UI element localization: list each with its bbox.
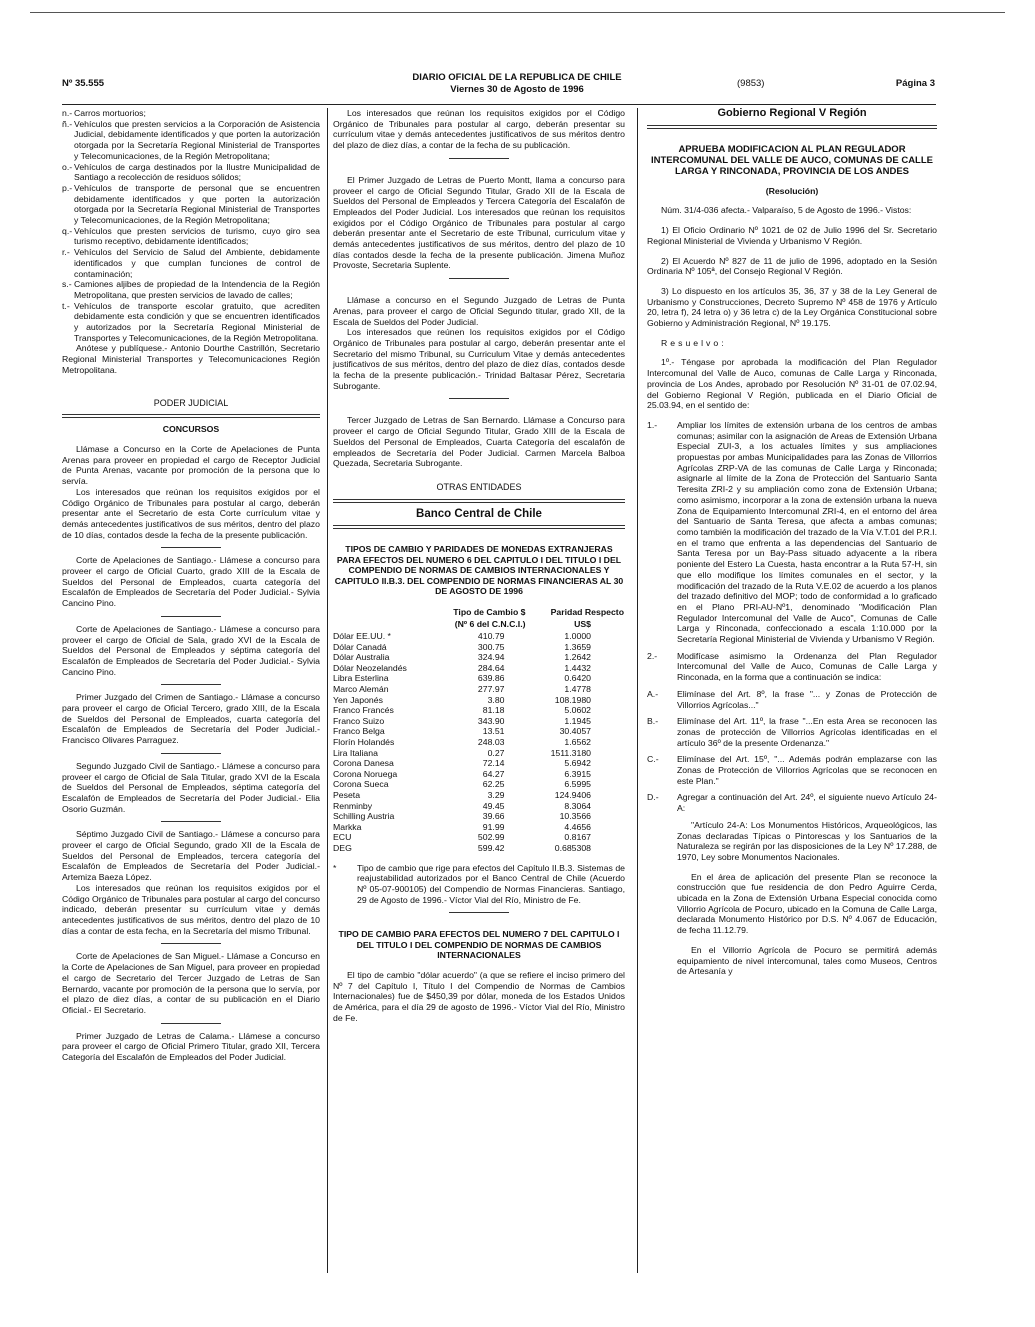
- currency-name: Dólar Australia: [333, 652, 390, 663]
- parity-value: 8.3064: [564, 800, 591, 811]
- list-item: [62, 279, 320, 300]
- exchange-rate: 300.75: [477, 641, 505, 652]
- notice-paragraph: Corte de Apelaciones de San Miguel.- Llámase a Concurso en la Corte de Apelaciones de San Miguel, para proveer en propiedad el cargo de Secretario del Tercer Juzgado de Letras de San Bernardo, vacante por promoción de la persona que lo servía, por el plazo de diez días, a contar de su publicación en el Diario Oficial.- El Secretario.: [62, 951, 320, 1015]
- table-row: [333, 695, 625, 706]
- currency-name: Renminby: [333, 800, 373, 811]
- table-row: [333, 843, 625, 854]
- vistos-paragraph: 1) El Oficio Ordinario Nº 1021 de 02 de Julio 1996 del Sr. Secretario Regional Ministerial de Vivienda y Urbanismo V Región.: [647, 225, 937, 246]
- exchange-rate: 277.97: [477, 684, 505, 695]
- currency-name: Florín Holandés: [333, 737, 395, 748]
- exchange-rate: 343.90: [477, 715, 505, 726]
- parity-value: 4.4656: [564, 821, 591, 832]
- exchange-rates-table: [333, 606, 625, 854]
- item-text: Vehículos del Servicio de Salud del Ambiente, debidamente identificados y que cumplan funciones de control de contaminación;: [74, 247, 320, 279]
- table-row: [333, 726, 625, 737]
- currency-name: ECU: [333, 832, 352, 843]
- vehicle-list: [62, 108, 320, 343]
- currency-name: Libra Esterlina: [333, 673, 389, 684]
- item-label: r.-: [62, 247, 70, 258]
- parity-value: 10.3566: [559, 811, 591, 822]
- item-label: D.-: [647, 792, 659, 803]
- column-subheader-parity: US$: [574, 619, 591, 630]
- resuelvo-paragraph: 1º.- Téngase por aprobada la modificación del Plan Regulador Intercomunal del Valle de Auco, comunas de Calle Larga y Rinconada, provincia de Los Andes, aprobado por Resolución Nº 31-01 de 07.02.94, del Gobierno Regional V Región, publicada en el Diario Oficial de 25.03.94, en el sentido de:: [647, 357, 937, 411]
- bank-heading: Banco Central de Chile: [416, 507, 542, 520]
- column-divider-1: [327, 108, 328, 1273]
- list-item: [647, 651, 937, 683]
- exchange-rate: 49.45: [482, 800, 505, 811]
- table-row: [333, 748, 625, 759]
- currency-name: Corona Noruega: [333, 768, 398, 779]
- notice-paragraph: Primer Juzgado del Crimen de Santiago.- Llámase a concurso para proveer el cargo de Oficial Tercero, grado XIII, de la Escala de Sueldos del Personal de Empleados, cuarta categoría del Escalafón de Empleados de Secretaría del Poder Judicial.- Francisco Olivares Parraguez.: [62, 692, 320, 746]
- currency-name: Corona Danesa: [333, 758, 394, 769]
- table-header-row: [333, 606, 625, 619]
- table-row: [333, 737, 625, 748]
- exchange-rate: 284.64: [477, 662, 505, 673]
- notice-separator: [161, 821, 221, 822]
- rates-body: [333, 631, 625, 853]
- notice-paragraph: Tercer Juzgado de Letras de San Bernardo. Llámase a Concurso para proveer el cargo de Oficial Segundo Titular, Grado XIII de la Escala de Sueldos del Personal de Empleados, Cuarta Categoría del escalafón de empleados de Secretaría del Poder Judicial. Carmen Marcela Balboa Quezada, Secretaria Subrogante.: [333, 415, 625, 469]
- list-item: [647, 792, 937, 813]
- list-item: [62, 162, 320, 183]
- notice-separator: [449, 398, 509, 399]
- tipo7-title: TIPO DE CAMBIO PARA EFECTOS DEL NUMERO 7 DEL CAPITULO I DEL TITULO I DEL COMPENDIO DE NORMAS DE CAMBIOS INTERNACIONALES: [338, 929, 620, 961]
- parity-value: 1.1945: [564, 715, 591, 726]
- table-row: [333, 673, 625, 684]
- item-label: q.-: [62, 225, 73, 236]
- exchange-rates-title: TIPOS DE CAMBIO Y PARIDADES DE MONEDAS EXTRANJERAS PARA EFECTOS DEL NUMERO 6 DEL CAPITULO I DEL TITULO I DEL COMPENDIO DE NORMAS DE CAMBIOS INTERNACIONALES Y CAPITULO II.B.3. DEL COMPENDIO DE NORMAS FINANCIERAS AL 30 DE AGOSTO DE 1996: [334, 544, 624, 597]
- exchange-rate: 324.94: [477, 652, 505, 663]
- table-row: [333, 801, 625, 812]
- section-heading-poder-judicial: PODER JUDICIAL: [153, 397, 229, 408]
- currency-name: Schilling Austria: [333, 811, 395, 822]
- double-rule: [333, 499, 625, 503]
- gobierno-heading: Gobierno Regional V Región: [717, 107, 867, 119]
- table-header-row: [333, 618, 625, 631]
- exchange-rate: 39.66: [482, 811, 505, 822]
- item-text: Elimínase del Art. 15º, "... Además podrán emplazarse con las Zonas de Protección de Villorrios Agrícolas que se reconocen en este Plan.": [677, 754, 937, 786]
- article-paragraph: En el Villorrio Agrícola de Pocuro se permitirá además equipamiento de nivel intercomunal, tales como Museos, Centros de Artesanía y: [677, 944, 937, 977]
- column-divider-2: [637, 108, 638, 1273]
- exchange-rate: 81.18: [482, 705, 505, 716]
- item-label: s.-: [62, 279, 72, 290]
- currency-name: Lira Italiana: [333, 747, 378, 758]
- table-row: [333, 663, 625, 674]
- concursos-heading: CONCURSOS: [162, 424, 220, 435]
- issue-number: Nº 35.555: [62, 78, 105, 89]
- exchange-rate: 410.79: [477, 631, 505, 642]
- table-row: [333, 716, 625, 727]
- header-rule: [62, 104, 936, 105]
- notice-paragraph: El Primer Juzgado de Letras de Puerto Montt, llama a concurso para proveer el cargo de Oficial Segundo Titular, Grado XII de la Escala de Sueldos del Personal de Empleados y Tercera Categoría del Escalafón de Empleados del Poder Judicial. Los interesados que reúnan los requisitos exigidos por el Código Orgánico de Tribunales para postular al cargo deberán presentar ante el Secretario de este Tribunal, curriculum vitae y demás antecedentes justificativos de sus méritos, dentro del plazo de 10 días contados desde la fecha de la presente publicación. Jimena Muñoz Provoste, Secretaria Suplente.: [333, 174, 625, 271]
- parity-value: 6.5995: [564, 779, 591, 790]
- exchange-rate: 64.27: [482, 768, 505, 779]
- notice-paragraph: Llámase a Concurso en la Corte de Apelaciones de Punta Arenas para proveer en propiedad el cargo de Receptor Judicial de Punta Arenas, vacante por promoción de la persona que lo servía.: [62, 443, 320, 487]
- exchange-rate: 91.99: [482, 821, 505, 832]
- closing-signature: Anótese y publíquese.- Antonio Dourthe Castrillón, Secretario Regional Ministerial Transportes y Telecomunicaciones Región Metropolitana.: [62, 343, 320, 375]
- exchange-rate: 248.03: [477, 737, 505, 748]
- table-row: [333, 790, 625, 801]
- parity-value: 1.6562: [564, 737, 591, 748]
- page-header: [62, 72, 935, 106]
- exchange-rate: 3.29: [487, 789, 505, 800]
- header-code: (9853): [737, 78, 765, 89]
- parity-value: 30.4057: [559, 726, 591, 737]
- item-text: Modifícase asimismo la Ordenanza del Plan Regulador Intercomunal del Valle de Auco, Comunas de Calle Larga y Rinconada, en la forma que a continuación se indica:: [677, 650, 937, 683]
- list-item: [62, 247, 320, 279]
- notice-separator: [161, 753, 221, 754]
- footnote-text: Tipo de cambio que rige para efectos del Capítulo II.B.3. Sistemas de reajustabilidad autorizados por el Banco Central de Chile (Acuerdo Nº 05-07-900105) del Compendio de Normas Financieras. Santiago, 29 de Agosto de 1996.- Víctor Vial del Río, Ministro de Fe.: [357, 862, 625, 905]
- parity-value: 124.9406: [554, 789, 591, 800]
- vistos-paragraph: 2) El Acuerdo Nº 827 de 11 de julio de 1996, adoptado en la Sesión Ordinaria Nº 105ª, del Consejo Regional V Región.: [647, 255, 937, 277]
- notice-separator: [161, 684, 221, 685]
- table-row: [333, 631, 625, 642]
- currency-name: Dólar Neozelandés: [333, 662, 407, 673]
- item-label: n.-: [62, 108, 73, 118]
- currency-name: Dólar EE.UU. *: [333, 631, 391, 642]
- parity-value: 1.2642: [564, 652, 591, 663]
- parity-value: 5.0602: [564, 705, 591, 716]
- currency-name: Marco Alemán: [333, 684, 389, 695]
- column-header-parity: Paridad Respecto: [550, 606, 624, 617]
- list-item: [62, 226, 320, 247]
- exchange-rate: 72.14: [482, 758, 505, 769]
- item-label: ñ.-: [62, 118, 73, 129]
- notice-paragraph: Los interesados que reúnen los requisitos exigidos por el Código Orgánico de Tribunales para postular al cargo, deberán presentar ante el Secretario del mismo Tribunal, su Curriculum Vitae y demás antecedentes justificativos de sus méritos, dentro del plazo de diez días, contados desde la fecha de la presente publicación.- Trinidad Baltasar Pérez, Secretaria Subrogante.: [333, 327, 625, 391]
- notice-paragraph: Los interesados que reúnan los requisitos exigidos por el Código Orgánico de Tribunales para postular al cargo del concurso indicado, deberán presentar su currículum vitae y demás antecedentes justificativos de sus méritos, dentro del plazo de 10 días a contar de esta fecha, en la Secretaría del mismo Tribunal.: [62, 882, 320, 936]
- item-text: Elimínase del Art. 11º, la frase "...En esta Area se reconocen las zonas de protección de Villorrios Agrícolas identificadas en el artículo 36º de la presente Ordenanza.": [677, 716, 937, 748]
- parity-value: 0.8167: [564, 832, 591, 843]
- list-item: [62, 301, 320, 344]
- exchange-rate: 639.86: [477, 673, 505, 684]
- masthead: [352, 72, 682, 96]
- item-text: Carros mortuorios;: [74, 108, 146, 118]
- footnote-mark: *: [333, 862, 337, 873]
- notice-paragraph: Llámase a concurso en el Segundo Juzgado de Letras de Punta Arenas, para proveer el cargo de Oficial Segundo titular, grado XII, de la Escala de Sueldos del Poder Judicial.: [333, 295, 625, 327]
- masthead-title: DIARIO OFICIAL DE LA REPUBLICA DE CHILE: [412, 72, 622, 83]
- parity-value: 1511.3180: [550, 747, 591, 758]
- item-text: Vehículos que presten servicios de turismo, cuyo giro sea turismo receptivo, debidamente identificados;: [74, 225, 320, 247]
- currency-name: DEG: [333, 842, 352, 853]
- notice-paragraph: Los interesados que reúnan los requisitos exigidos por el Código Orgánico de Tribunales para postular al cargo, deberán presentar ante el Secretario de esta Corte currículum vitae y demás antecedentes justificativos de sus méritos, dentro del plazo de 10 días, contados desde la fecha de la presente publicación.: [62, 486, 320, 540]
- table-row: [333, 642, 625, 653]
- vistos-paragraph: 3) Lo dispuesto en los artículos 35, 36, 37 y 38 de la Ley General de Urbanismo y Construcciones, Decreto Supremo Nº 458 de 1976 y Artículo 20, letra f), 24 letra o) y 36 letra c) de la Ley Orgánica Constitucional sobre Gobierno y Administración Regional, Nº 19.175.: [647, 285, 937, 329]
- item-label: 2.-: [647, 650, 658, 661]
- table-row: [333, 832, 625, 843]
- article-24a-block: [647, 820, 937, 977]
- parity-value: 1.3659: [564, 641, 591, 652]
- parity-value: 6.3915: [564, 768, 591, 779]
- exchange-rate: 3.80: [487, 694, 505, 705]
- list-item: [647, 716, 937, 748]
- item-label: o.-: [62, 161, 73, 172]
- currency-name: Dólar Canadá: [333, 641, 387, 652]
- parity-value: 0.6420: [564, 673, 591, 684]
- notice-separator: [449, 912, 509, 913]
- list-item: [62, 108, 320, 119]
- currency-name: Corona Sueca: [333, 779, 389, 790]
- item-label: p.-: [62, 182, 73, 193]
- column-3: [647, 108, 937, 977]
- section-heading-otras-entidades: OTRAS ENTIDADES: [436, 481, 522, 492]
- currency-name: Markka: [333, 821, 362, 832]
- column-1: [62, 108, 320, 1063]
- resuelvo-label: Resuelvo:: [661, 337, 727, 348]
- exchange-rate: 13.51: [482, 726, 505, 737]
- currency-name: Franco Francés: [333, 705, 394, 716]
- item-text: Elimínase del Art. 8º, la frase "... y Zonas de Protección de Villorrios Agrícolas...": [677, 688, 937, 710]
- item-text: Camiones aljibes de propiedad de la Intendencia de la Región Metropolitana, que presten servicios de lavado de calles;: [74, 279, 320, 300]
- article-24a: "Artículo 24-A: Los Monumentos Históricos, Arqueológicos, las Zonas declaradas Típicas o Pintorescas y los Santuarios de la Naturaleza se regirán por las disposiciones de la Ley Nº 17.288, de 1970, Ley sobre Monumentos Nacionales.: [677, 819, 937, 862]
- item-label: C.-: [647, 754, 659, 765]
- exchange-rate: 0.27: [487, 747, 505, 758]
- notice-paragraph: Séptimo Juzgado Civil de Santiago.- Llámese a concurso para proveer el cargo de Oficial Segundo, grado XII de la Escala de Sueldos del Personal de Empleados, tercera categoría del Escalafón de Empleados de Secretaría del Poder Judicial.- Artemiza Baeza López.: [62, 829, 320, 883]
- list-item: [62, 119, 320, 162]
- footnote: [333, 863, 625, 906]
- page-number: Página 3: [895, 78, 935, 89]
- parity-value: 0.685308: [554, 842, 591, 853]
- top-scan-line: [30, 12, 1005, 13]
- item-text: Agregar a continuación del Art. 24º, el siguiente nuevo Artículo 24-A:: [677, 792, 937, 814]
- list-item: [647, 754, 937, 786]
- exchange-rate: 62.25: [482, 779, 505, 790]
- notice-paragraph: Primer Juzgado de Letras de Calama.- Llámese a concurso para proveer el cargo de Oficial Primero Titular, grado XII, Tercera Categoría del Escalafón de Empleados del Poder Judicial.: [62, 1030, 320, 1063]
- resolution-title: APRUEBA MODIFICACION AL PLAN REGULADOR INTERCOMUNAL DEL VALLE DE AUCO, COMUNAS DE CALLE LARGA Y RINCONADA, PROVINCIA DE LOS ANDES: [650, 143, 933, 177]
- item-label: A.-: [647, 688, 659, 699]
- double-rule: [647, 125, 937, 129]
- tipo7-text: El tipo de cambio "dólar acuerdo" (a que se refiere el inciso primero del Nº 7 del Capítulo I, Título I del Compendio de Normas de Cambios Internacionales) fue de $450,39 por dólar, moneda de los Estados Unidos de América, para el día 29 de agosto de 1996.- Víctor Vial del Río, Ministro de Fe.: [333, 969, 625, 1023]
- table-row: [333, 769, 625, 780]
- table-row: [333, 779, 625, 790]
- resolution-number: Núm. 31/4-036 afecta.- Valparaíso, 5 de Agosto de 1996.- Vistos:: [661, 205, 912, 216]
- table-row: [333, 652, 625, 663]
- double-rule: [333, 525, 625, 529]
- notice-separator: [161, 1023, 221, 1024]
- currency-name: Franco Suizo: [333, 715, 385, 726]
- exchange-rate: 599.42: [477, 842, 505, 853]
- item-text: Vehículos que presten servicios a la Corporación de Asistencia Judicial, debidamente identificados y que porten la autorización otorgada por la Secretaría Regional Ministerial de Transportes y Telecomunicaciones, de la Región Metropolitana;: [74, 118, 320, 161]
- table-row: [333, 811, 625, 822]
- resolution-label: (Resolución): [765, 185, 819, 196]
- list-item: [62, 183, 320, 226]
- column-2: [333, 108, 625, 1023]
- parity-value: 1.4432: [564, 662, 591, 673]
- item-text: Vehículos de transporte de personal que se encuentren debidamente identificados y que porten la autorización otorgada por la Secretaría Regional Ministerial de Transportes y Telecomunicaciones, de la Región Metropolitana;: [74, 182, 320, 226]
- notice-separator: [161, 547, 221, 548]
- item-label: t.-: [62, 300, 70, 311]
- masthead-date: Viernes 30 de Agosto de 1996: [450, 84, 584, 95]
- notice-separator: [449, 278, 509, 279]
- article-paragraph: En el área de aplicación del presente Plan se reconoce la construcción que fue residencia de don Pedro Aguirre Cerda, ubicada en la Zona de Extensión Urbana Especial conocida como Villorrio Agrícola de Pocuro, ubicado en la Comuna de Calle Larga, declarada Monumento Histórico por D.S. Nº 4.067 de Educación, de fecha 11.12.79.: [677, 871, 937, 936]
- table-row: [333, 705, 625, 716]
- parity-value: 1.4778: [564, 684, 591, 695]
- currency-name: Franco Belga: [333, 726, 385, 737]
- table-row: [333, 758, 625, 769]
- currency-name: Peseta: [333, 789, 361, 800]
- notice-separator: [449, 158, 509, 159]
- item-text: Vehículos de transporte escolar gratuito, que acrediten debidamente esta condición y que se encuentren identificados y autorizados por la Secretaría Regional Ministerial de Transportes y Telecomunicaciones, de la Región Metropolitana.: [74, 300, 320, 343]
- column-header-rate: Tipo de Cambio $: [453, 606, 526, 617]
- table-row: [333, 822, 625, 833]
- double-rule: [62, 414, 320, 418]
- item-label: B.-: [647, 716, 659, 727]
- currency-name: Yen Japonés: [333, 694, 383, 705]
- item-text: Ampliar los límites de extensión urbana de los centros de ambas comunas; asimilar con la asignación de Areas de Extensión Urbana Especial ZUI-3, a los actuales límites y sus ampliaciones propuestas por ambas Municipalidades para las Zonas de Villorrios Agrícolas ZRP-VA de las comunas de Calle Larga y Rinconada; asignarle al límite de la Zona de Protección del Santuario Santa Teresita ZRI-2 y su ampliación como zona de Extensión Urbana; como asimismo, incorporar a la zona de extensión urbana la nueva Zona de Equipamiento Intercomunal ZRI-4, en el entorno del área del Santuario de Santa Teresa, que afecta a ambas comunas; como también la modificación del trazado de la Vía V.T.01 del P.R.I. en el tramo que enfrenta a las dependencias del Santuario de Santa Teresa por un Bay-Pass situado adyacente a la ribera poniente del Estero La Cuesta, hasta encontrar a la Ruta 57-H, sin que ello modifique los límites comunales en el sector, y la modificación del trazado de la Ruta V.E.02 de acuerdo a los planos del trazado definitivo del MOP; todo de conformidad a lo graficado en el Plano PRI-AU-Nº1, denominado "Modificación Plan Regulador Intercomunal del Valle de Auco", Comunas de Calle Larga y Rinconada, confeccionado a escala 1:10.000 por la Secretaría Regional Ministerial de Vivienda y Urbanismo V Región.: [677, 419, 937, 645]
- table-row: [333, 684, 625, 695]
- parity-value: 108.1980: [554, 694, 591, 705]
- parity-value: 1.0000: [564, 631, 591, 642]
- exchange-rate: 502.99: [477, 832, 505, 843]
- notice-paragraph: Corte de Apelaciones de Santiago.- Llámese a concurso para proveer el cargo de Oficial Cuarto, grado XIII de la Escala de Sueldos del Personal de Empleados, cuarta categoría del Escalafón de Empleados de Secretaría del Poder Judicial.- Sylvia Cancino Pino.: [62, 555, 320, 609]
- item-text: Vehículos de carga destinados por la Ilustre Municipalidad de Santiago a recolección de residuos sólidos;: [74, 161, 320, 183]
- notice-separator: [161, 943, 221, 944]
- parity-value: 5.6942: [564, 758, 591, 769]
- list-item: [647, 420, 937, 645]
- notice-paragraph: Corte de Apelaciones de Santiago.- Llámese a concurso para proveer el cargo de Oficial de Sala, grado XVI de la Escala de Sueldos del Personal de Empleados y séptima categoría del Escalafón de Empleados de Secretaría del Poder Judicial.- Sylvia Cancino Pino.: [62, 623, 320, 677]
- column-subheader-rate: (Nº 6 del C.N.C.I.): [454, 619, 526, 630]
- notice-paragraph: Segundo Juzgado Civil de Santiago.- Llámese a concurso para proveer el cargo de Oficial de Sala Titular, grado XVI de la Escala de Sueldos del Personal de Empleados, séptima categoría del Escalafón de Empleados de Secretaría del Poder Judicial.- Elia Osorio Guzmán.: [62, 760, 320, 814]
- notice-separator: [161, 616, 221, 617]
- notice-paragraph: Los interesados que reúnan los requisitos exigidos por el Código Orgánico de Tribunales para postular al cargo, deberán presentar su currículum vitae y demás antecedentes justificativos de sus méritos dentro del plazo de diez días, a contar de la fecha de su publicación.: [333, 108, 625, 151]
- item-label: 1.-: [647, 419, 658, 430]
- list-item: [647, 689, 937, 710]
